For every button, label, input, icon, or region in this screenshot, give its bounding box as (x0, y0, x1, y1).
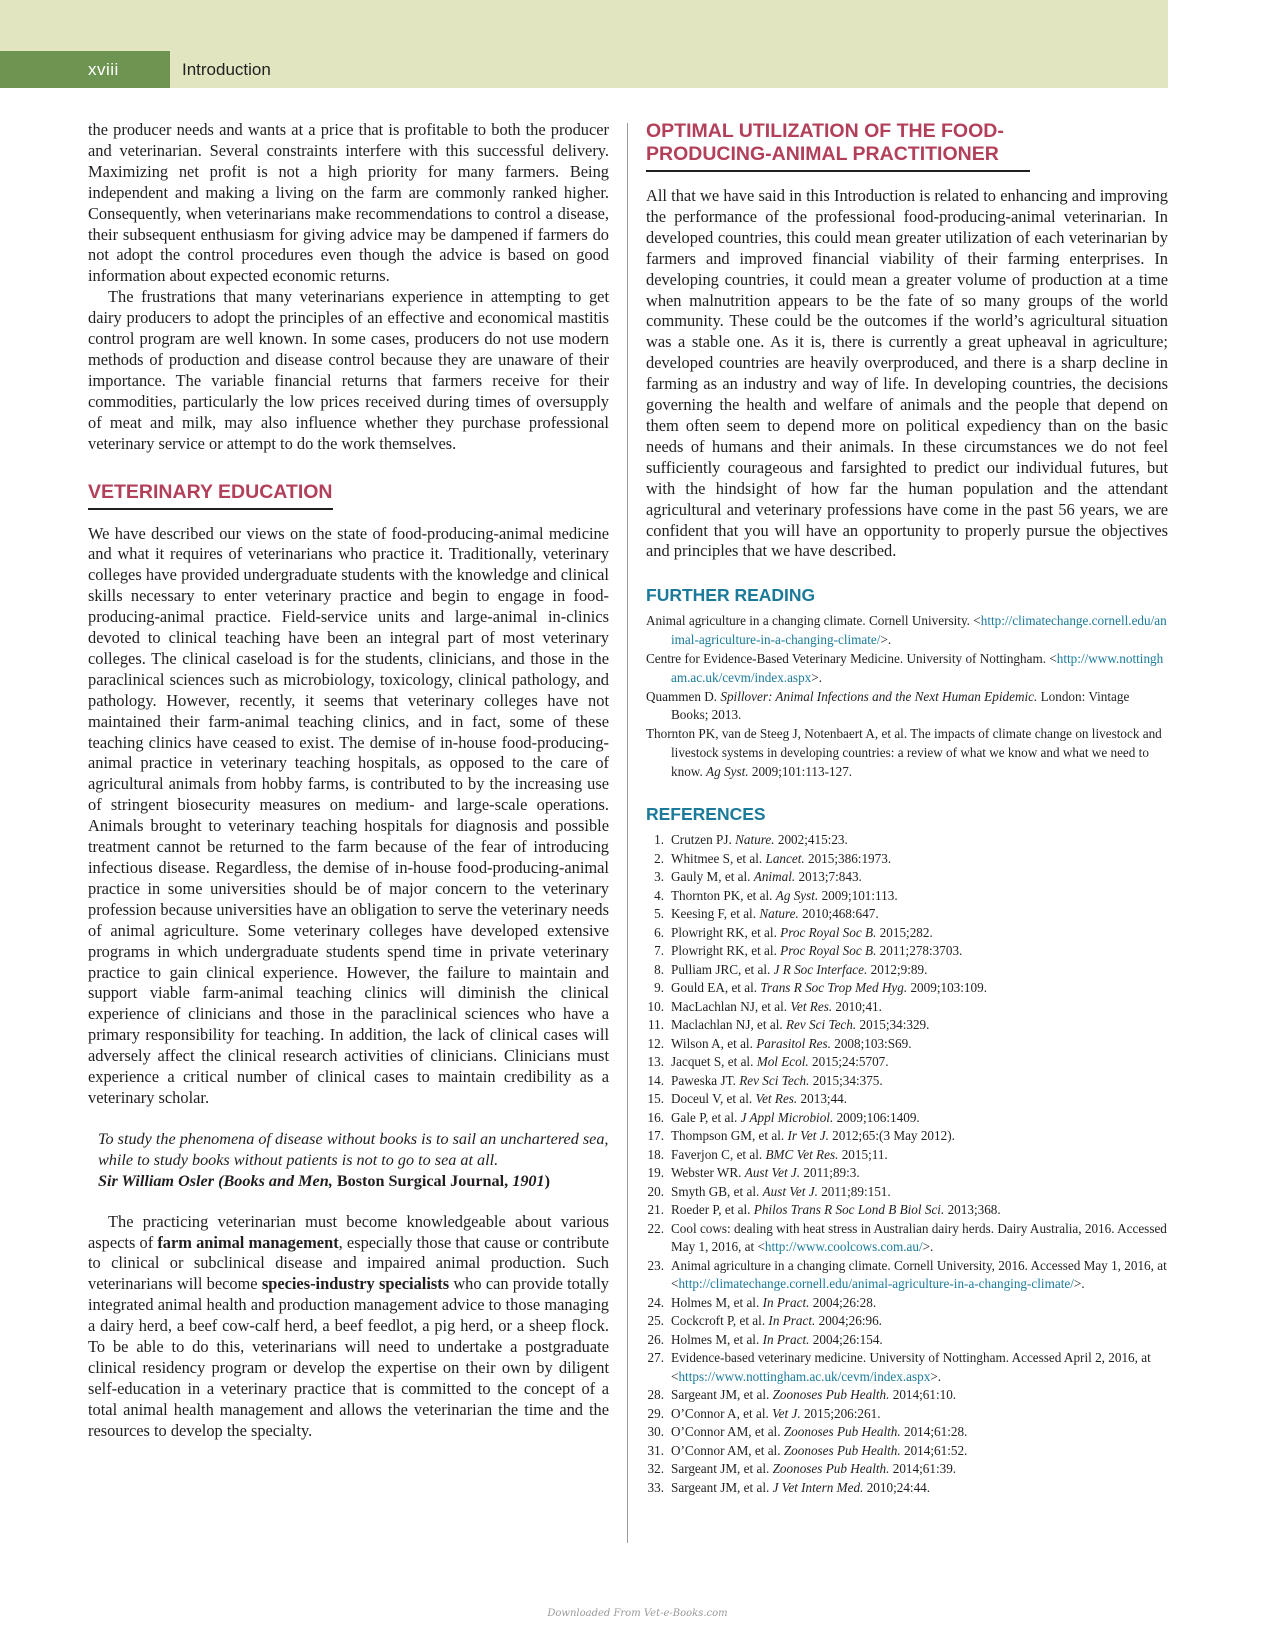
reference-number: 5. (654, 906, 664, 922)
text-run: 2009;101:113-127. (748, 763, 853, 779)
text-run: , especially those that cause or contribute to clinical or subclinical disease and impaired animal production. Such veterinarians will become (88, 1232, 609, 1294)
journal-title: Vet J. (772, 1405, 801, 1421)
text-run: Roeder P, et al. (671, 1202, 754, 1218)
journal-title: Trans R Soc Trop Med Hyg. (760, 980, 908, 996)
italic-title: Ag Syst. (706, 763, 749, 779)
text-run: Pulliam JRC, et al. (671, 961, 774, 977)
paragraph: We have described our views on the state of food-producing-animal medicine and what it requires of veterinarians who practice it. Traditionally, veterinary colleges have provided undergraduate students with the knowledge and clinical skills necessary to enter veterinary practice and begin to engage in food-producing-animal practice. Field-service units and large-animal in-clinics devoted to clinical teaching have been an integral part of most veterinary colleges. The clinical caseload is for the students, clinicians, and those in the paraclinical sciences such as microbiology, toxicology, clinical pathology, and pathology. However, recently, it seems that veterinary colleges have not maintained their farm-animal teaching clinics, and in fact, some of these teaching clinics have ceased to exist. The demise of in-house food-producing-animal practice in veterinary teaching hospitals, as opposed to the care of agricultural animals from hobby farms, is contributed to by the increasing use of stringent biosecurity measures on medium- and large-scale operations. Animals brought to veterinary teaching hospitals for diagnosis and possible treatment cannot be returned to the farm because of the fear of introducing infectious disease. Regardless, the demise of in-house food-producing-animal practice in some universities should be of major concern to the veterinary profession because universities have an obligation to serve the veterinary needs of animal agriculture. Some veterinary colleges have developed extensive programs in which undergraduate students spend time in private veterinary practice to gain clinical experience. However, the failure to maintain and support viable farm-animal teaching clinics will diminish the clinical experience of clinicians and those in the paraclinical sciences who have a primary responsibility for teaching. In addition, the lack of clinical cases will adversely affect the clinical research activities of clinicians. Clinicians must experience a critical number of clinical cases to maintain credibility as a veterinary scholar. (88, 523, 609, 1107)
journal-title: Vet Res. (790, 998, 833, 1014)
text-run: 2009;101:113. (818, 887, 898, 903)
text-run: 2015;24:5707. (808, 1054, 889, 1070)
reference-number: 28. (647, 1387, 664, 1403)
journal-title: Vet Res. (755, 1091, 798, 1107)
journal-title: Proc Royal Soc B. (780, 943, 877, 959)
text-run: Jacquet S, et al. (671, 1054, 757, 1070)
text-run: 2011;89:151. (817, 1183, 891, 1199)
text-run: Whitmee S, et al. (671, 850, 766, 866)
text-run: Thompson GM, et al. (671, 1128, 788, 1144)
reference-number: 13. (647, 1054, 664, 1070)
further-reading-item (646, 612, 1168, 650)
text-run: 2004;26:28. (809, 1294, 877, 1310)
journal-title: Ag Syst. (775, 887, 819, 903)
text-run: Doceul V, et al. (671, 1091, 756, 1107)
text-run: 2012;65:(3 May 2012). (828, 1128, 955, 1144)
quote-book: Books and Men, (223, 1171, 333, 1190)
text-run: Thornton PK, van de Steeg J, Notenbaert A, et al. The impacts of climate change on livestock and livestock systems in developing countries: a review of what we know and what we need to know. (646, 726, 1162, 779)
text-run: >. (811, 669, 822, 685)
text-run: Sargeant JM, et al. (671, 1461, 773, 1477)
reference-item (646, 1312, 1168, 1331)
text-run: Holmes M, et al. (671, 1331, 763, 1347)
text-run: Cockcroft P, et al. (671, 1313, 769, 1329)
text-run: 2014;61:28. (900, 1424, 968, 1440)
reference-number: 30. (647, 1424, 664, 1440)
reference-number: 3. (654, 869, 664, 885)
reference-link[interactable]: http://climatechange.cornell.edu/animal-agriculture-in-a-changing-climate/ (678, 1276, 1074, 1292)
reference-item (646, 979, 1168, 998)
reference-number: 16. (647, 1109, 664, 1125)
reference-number: 9. (654, 980, 664, 996)
text-run: 2010;41. (832, 998, 882, 1014)
reference-item (646, 1183, 1168, 1202)
reference-item (646, 1386, 1168, 1405)
paragraph: All that we have said in this Introduction is related to enhancing and improving the performance of the professional food-producing-animal veterinarian. In developed countries, this could mean greater utilization of each veterinarian by farmers and improved financial viability of their farming enterprises. In developing countries, it could mean a greater volume of production at a time when malnutrition appears to be the fate of so many groups of the world community. These could be the outcomes if the world’s agricultural situation was a stable one. As it is, there is currently a great upheaval in agriculture; developed countries are heavily overproduced, and there is a sharp decline in farming as an industry and way of life. In developing countries, the decisions governing the health and welfare of animals and the people that depend on them often seem to depend more on political expediency than on the basic needs of humans and their animals. In these circumstances we do not feel sufficiently courageous and farsighted to predict our individual futures, but with the hindsight of how far the human population and the attendant agricultural and veterinary professions have come in the past 56 years, we are confident that you will have an opportunity to properly pursue the objectives and principles that we have described. (646, 186, 1168, 561)
reference-number: 19. (647, 1165, 664, 1181)
journal-title: Zoonoses Pub Health. (783, 1442, 901, 1458)
reference-item (646, 1349, 1168, 1386)
quote-year: 1901 (512, 1171, 545, 1190)
reference-item (646, 1035, 1168, 1054)
journal-title: Zoonoses Pub Health. (772, 1461, 890, 1477)
further-reading-item (646, 688, 1168, 726)
journal-title: Rev Sci Tech. (739, 1072, 810, 1088)
reference-item (646, 1053, 1168, 1072)
text-run: Smyth GB, et al. (671, 1183, 763, 1199)
text-run: Sargeant JM, et al. (671, 1387, 773, 1403)
references-heading: REFERENCES (646, 804, 766, 825)
page-number: xviii (0, 51, 170, 88)
text-run: 2009;103:109. (907, 980, 988, 996)
further-reading-heading: FURTHER READING (646, 585, 816, 606)
text-run: Faverjon C, et al. (671, 1146, 766, 1162)
paragraph (88, 1212, 609, 1442)
header-band (0, 0, 1168, 88)
reference-item (646, 1090, 1168, 1109)
quote-close: ) (544, 1171, 550, 1190)
reference-link[interactable]: http://www.coolcows.com.au/ (764, 1239, 923, 1255)
reference-item (646, 924, 1168, 943)
text-run: Quammen D. (646, 688, 721, 704)
text-run: Gould EA, et al. (671, 980, 761, 996)
text-run: >. (1073, 1276, 1085, 1292)
reference-item (646, 1479, 1168, 1498)
reference-item (646, 1423, 1168, 1442)
reference-number: 18. (647, 1146, 664, 1162)
reference-number: 25. (647, 1313, 664, 1329)
text-run: 2011;278:3703. (876, 943, 963, 959)
further-reading-item (646, 650, 1168, 688)
text-run: 2002;415:23. (774, 832, 848, 848)
reference-number: 14. (647, 1072, 664, 1088)
quote-text: To study the phenomena of disease without books is to sail an unchartered sea, while to study books without patients is not to go to sea at all. (98, 1129, 609, 1169)
reference-number: 29. (647, 1405, 664, 1421)
text-run: Centre for Evidence-Based Veterinary Medicine. University of Nottingham. < (646, 650, 1057, 666)
reference-item (646, 942, 1168, 961)
paragraph: The frustrations that many veterinarians experience in attempting to get dairy producers to adopt the principles of an effective and economical mastitis control program are well known. In some cases, producers do not use modern methods of production and disease control because they are unaware of their importance. The variable financial returns that farmers receive for their commodities, particularly the low prices received during times of oversupply of meat and milk, may also influence whether they purchase professional veterinary service or attempt to do the work themselves. (88, 287, 609, 453)
journal-title: Rev Sci Tech. (785, 1017, 857, 1033)
text-run: Webster WR. (671, 1165, 745, 1181)
text-run: 2012;9:89. (867, 961, 928, 977)
running-head: Introduction (182, 60, 271, 79)
text-run: 2014;61:10. (889, 1387, 957, 1403)
reference-item (646, 1016, 1168, 1035)
journal-title: J Vet Intern Med. (772, 1479, 864, 1495)
journal-title: BMC Vet Res. (765, 1146, 839, 1162)
reference-item (646, 1257, 1168, 1294)
reference-number: 21. (647, 1202, 664, 1218)
journal-title: Animal. (753, 869, 796, 885)
reference-number: 32. (647, 1461, 664, 1477)
section-heading-wrap (646, 120, 1168, 172)
journal-title: In Pract. (768, 1313, 816, 1329)
reference-item (646, 850, 1168, 869)
text-run: 2004;26:96. (815, 1313, 882, 1329)
bold-term: species-industry specialists (261, 1274, 450, 1294)
reference-number: 23. (647, 1257, 664, 1273)
reference-number: 7. (654, 943, 664, 959)
quote-attribution (98, 1171, 609, 1192)
reference-number: 10. (647, 998, 664, 1014)
text-run: Keesing F, et al. (671, 906, 760, 922)
text-run: Wilson A, et al. (671, 1035, 757, 1051)
text-run: Sargeant JM, et al. (671, 1479, 773, 1495)
reference-number: 1. (654, 832, 664, 848)
text-run: who can provide totally integrated animal health and production management advice to those managing a dairy herd, a beef cow-calf herd, a beef feedlot, a pig herd, or a sheep flock. To be able to do this, veterinarians will need to undertake a postgraduate clinical residency program or develop the expertise on their own by diligent self-education in a veterinary practice that is committed to the concept of a total animal health management and allows the veterinarian the time and the resources to develop the specialty. (88, 1274, 609, 1440)
text-run: 2014;61:39. (889, 1461, 957, 1477)
reference-number: 27. (647, 1350, 664, 1366)
reference-number: 12. (647, 1035, 664, 1051)
text-run: Gale P, et al. (671, 1109, 741, 1125)
text-run: O’Connor A, et al. (671, 1405, 773, 1421)
reference-item (646, 1164, 1168, 1183)
reference-item (646, 905, 1168, 924)
text-run: 2015;34:329. (856, 1017, 930, 1033)
journal-title: Nature. (735, 832, 775, 848)
reference-item (646, 998, 1168, 1017)
text-run: Gauly M, et al. (671, 869, 754, 885)
text-run: 2015;206:261. (800, 1405, 881, 1421)
journal-title: Zoonoses Pub Health. (783, 1424, 901, 1440)
reference-item (646, 1146, 1168, 1165)
text-run: 2010;24:44. (863, 1479, 931, 1495)
journal-title: Zoonoses Pub Health. (772, 1387, 890, 1403)
reference-item (646, 887, 1168, 906)
text-run: 2015;34:375. (809, 1072, 883, 1088)
journal-title: J Appl Microbiol. (740, 1109, 834, 1125)
reference-number: 4. (654, 887, 664, 903)
text-run: 2011;89:3. (800, 1165, 860, 1181)
reference-number: 33. (647, 1479, 664, 1495)
text-run: 2004;26:154. (809, 1331, 883, 1347)
journal-title: Lancet. (765, 850, 805, 866)
reference-item (646, 1220, 1168, 1257)
quote-author: Sir William Osler ( (98, 1171, 224, 1190)
text-run: >. (880, 632, 892, 648)
reference-item (646, 1127, 1168, 1146)
reading-link[interactable]: http://www.nottingham.ac.uk/cevm/index.aspx (671, 650, 1164, 685)
text-run: 2013;7:843. (795, 869, 862, 885)
text-run: Paweska JT. (671, 1072, 740, 1088)
journal-title: In Pract. (762, 1331, 810, 1347)
column-divider (627, 123, 628, 1543)
journal-title: Proc Royal Soc B. (780, 924, 877, 940)
reference-item (646, 1442, 1168, 1461)
text-run: Cool cows: dealing with heat stress in Australian dairy herds. Dairy Australia, 2016. Accessed May 1, 2016, at < (671, 1220, 1167, 1255)
quote-journal: Boston Surgical Journal, (332, 1171, 513, 1190)
text-run: >. (922, 1239, 934, 1255)
text-run: 2015;11. (838, 1146, 888, 1162)
reference-item (646, 1201, 1168, 1220)
text-run: Evidence-based veterinary medicine. University of Nottingham. Accessed April 2, 2016, at < (671, 1350, 1151, 1384)
text-run: 2010;468:647. (798, 906, 879, 922)
reference-number: 6. (654, 924, 664, 940)
text-run: 2015;386:1973. (804, 850, 892, 866)
reference-item (646, 1331, 1168, 1350)
reading-link[interactable]: http://climatechange.cornell.edu/animal-agriculture-in-a-changing-climate/ (671, 613, 1167, 648)
text-run: 2015;282. (876, 924, 933, 940)
paragraph: the producer needs and wants at a price that is profitable to both the producer and veterinarian. Several constraints interfere with this successful delivery. Maximizing net profit is not a high priority for many farmers. Being independent and making a living on the farm are commonly ranked higher. Consequently, when veterinarians make recommendations to control a disease, their subsequent enthusiasm for giving advice may be dampened if farmers do not adopt the control procedures even though the advice is based on good information about expected economic returns. (88, 120, 609, 286)
reference-item (646, 868, 1168, 887)
reference-item (646, 961, 1168, 980)
bold-term: farm animal management (157, 1232, 339, 1252)
journal-title: Philos Trans R Soc Lond B Biol Sci. (753, 1202, 945, 1218)
text-run: London: Vintage Books; 2013. (671, 688, 1130, 723)
reference-number: 11. (648, 1017, 664, 1033)
journal-title: Ir Vet J. (787, 1128, 829, 1144)
right-column (646, 120, 1168, 1497)
text-run: 2014;61:52. (900, 1442, 968, 1458)
text-run: Plowright RK, et al. (671, 943, 781, 959)
text-run: The practicing veterinarian must become knowledgeable about various aspects of (88, 1211, 609, 1252)
reference-number: 24. (647, 1294, 664, 1310)
text-run: Plowright RK, et al. (671, 924, 781, 940)
text-run: >. (930, 1368, 942, 1384)
reference-number: 20. (647, 1183, 664, 1199)
reference-number: 2. (654, 850, 664, 866)
section-heading-optimal-utilization: OPTIMAL UTILIZATION OF THE FOOD-PRODUCING-ANIMAL PRACTITIONER (646, 120, 1030, 172)
reference-number: 15. (647, 1091, 664, 1107)
reference-item (646, 1405, 1168, 1424)
reference-number: 31. (647, 1442, 664, 1458)
references-list (646, 831, 1168, 1497)
journal-title: Nature. (759, 906, 799, 922)
journal-title: In Pract. (762, 1294, 810, 1310)
reference-item (646, 1072, 1168, 1091)
section-heading-wrap (88, 481, 609, 510)
text-run: Animal agriculture in a changing climate. Cornell University, 2016. Accessed May 1, 2016, at < (671, 1257, 1167, 1292)
block-quote (98, 1129, 609, 1192)
text-run: Animal agriculture in a changing climate. Cornell University. < (646, 613, 981, 629)
reference-item (646, 831, 1168, 850)
reference-item (646, 1294, 1168, 1313)
journal-title: Mol Ecol. (756, 1054, 809, 1070)
further-reading-list (646, 612, 1168, 781)
reference-item (646, 1460, 1168, 1479)
reference-item (646, 1109, 1168, 1128)
journal-title: Aust Vet J. (762, 1183, 818, 1199)
text-run: 2013;368. (944, 1202, 1001, 1218)
reference-number: 17. (647, 1128, 664, 1144)
text-run: 2008;103:S69. (830, 1035, 912, 1051)
reference-number: 26. (647, 1331, 664, 1347)
text-run: O’Connor AM, et al. (671, 1442, 784, 1458)
further-reading-item (646, 725, 1168, 781)
journal-title: Aust Vet J. (744, 1165, 801, 1181)
reference-number: 8. (654, 961, 664, 977)
left-column (88, 120, 609, 1442)
reference-number: 22. (647, 1220, 664, 1236)
text-run: 2009;106:1409. (833, 1109, 920, 1125)
text-run: 2013;44. (797, 1091, 848, 1107)
watermark-footer: Downloaded From Vet-e-Books.com (547, 1608, 728, 1619)
reference-link[interactable]: https://www.nottingham.ac.uk/cevm/index.aspx (678, 1368, 931, 1384)
text-run: Maclachlan NJ, et al. (671, 1017, 786, 1033)
text-run: Thornton PK, et al. (671, 887, 776, 903)
text-run: Crutzen PJ. (671, 832, 736, 848)
journal-title: J R Soc Interface. (773, 961, 868, 977)
text-run: Holmes M, et al. (671, 1294, 763, 1310)
italic-title: Spillover: Animal Infections and the Next Human Epidemic. (720, 688, 1038, 704)
section-heading-veterinary-education: VETERINARY EDUCATION (88, 481, 333, 510)
text-run: MacLachlan NJ, et al. (671, 998, 791, 1014)
journal-title: Parasitol Res. (756, 1035, 831, 1051)
text-run: O’Connor AM, et al. (671, 1424, 784, 1440)
